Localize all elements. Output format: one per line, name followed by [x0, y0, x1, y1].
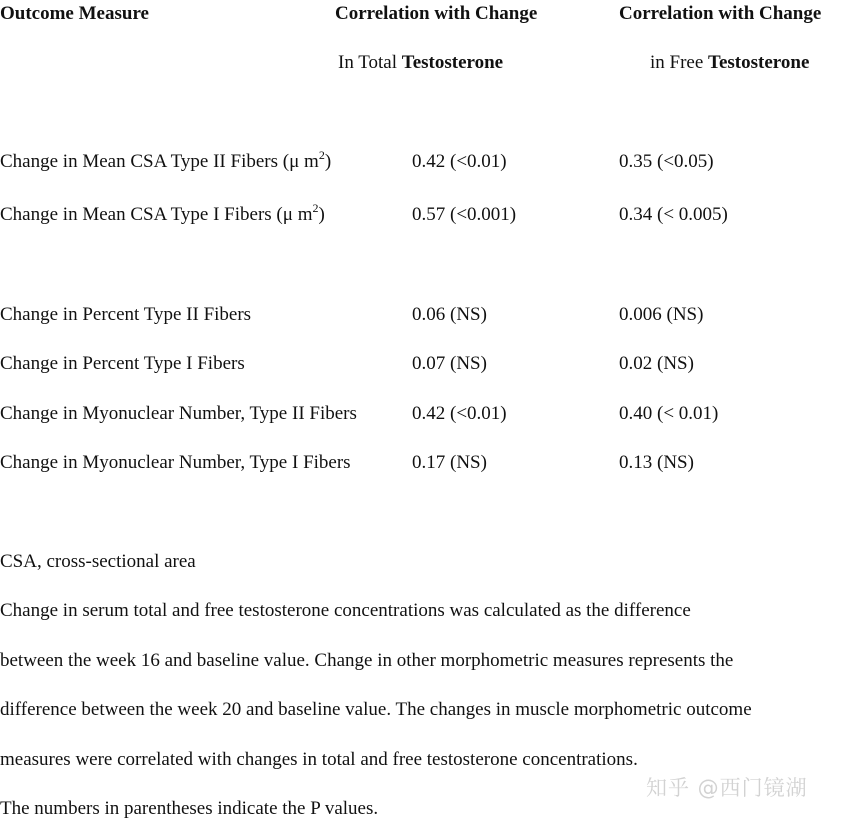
footnote-line: Change in serum total and free testosterone concentrations was calculated as the difference	[0, 600, 691, 621]
footnote-abbreviation: CSA, cross-sectional area	[0, 551, 196, 572]
header-free-line1: Correlation with Change	[619, 3, 822, 24]
row-measure: Change in Percent Type I Fibers	[0, 353, 245, 374]
row-total-corr: 0.06 (NS)	[412, 304, 487, 325]
row-measure-text: Change in Mean CSA Type I Fibers (μ m	[0, 204, 313, 225]
row-free-corr: 0.35 (<0.05)	[619, 151, 714, 172]
header-total-prefix: In Total	[338, 52, 402, 73]
footnote-line: measures were correlated with changes in total and free testosterone concentrations.	[0, 749, 638, 770]
row-total-corr: 0.17 (NS)	[412, 452, 487, 473]
row-measure	[0, 148, 332, 172]
row-measure-end: )	[318, 204, 325, 225]
footnote-p-values: The numbers in parentheses indicate the P values.	[0, 798, 379, 819]
superscript: 2	[318, 148, 325, 162]
header-total-line2	[338, 53, 503, 72]
header-free-line2	[650, 53, 809, 72]
row-free-corr: 0.40 (< 0.01)	[619, 403, 719, 424]
superscript: 2	[312, 201, 319, 215]
row-total-corr: 0.07 (NS)	[412, 353, 487, 374]
row-measure: Change in Percent Type II Fibers	[0, 304, 252, 325]
header-total-line1: Correlation with Change	[335, 3, 538, 24]
row-total-corr: 0.42 (<0.01)	[412, 151, 507, 172]
row-measure: Change in Myonuclear Number, Type II Fibers	[0, 403, 357, 424]
row-measure-end: )	[324, 151, 332, 172]
row-measure	[0, 201, 325, 225]
footnote-line: difference between the week 20 and baseline value. The changes in muscle morphometric outcome	[0, 699, 752, 720]
header-outcome-measure: Outcome Measure	[0, 3, 149, 24]
header-free-bold: Testosterone	[708, 52, 810, 73]
footnote-line: between the week 16 and baseline value. Change in other morphometric measures represents the	[0, 650, 734, 671]
row-free-corr: 0.34 (< 0.005)	[619, 204, 728, 225]
row-total-corr: 0.57 (<0.001)	[412, 204, 517, 225]
row-free-corr: 0.13 (NS)	[619, 452, 694, 473]
watermark: 知乎 @西门镜湖	[646, 776, 808, 800]
header-free-prefix: in Free	[650, 52, 709, 73]
row-total-corr: 0.42 (<0.01)	[412, 403, 507, 424]
row-free-corr: 0.006 (NS)	[619, 304, 704, 325]
row-measure-text: Change in Mean CSA Type II Fibers (μ m	[0, 151, 319, 172]
row-measure: Change in Myonuclear Number, Type I Fibers	[0, 452, 351, 473]
header-total-bold: Testosterone	[401, 52, 504, 73]
row-free-corr: 0.02 (NS)	[619, 353, 694, 374]
